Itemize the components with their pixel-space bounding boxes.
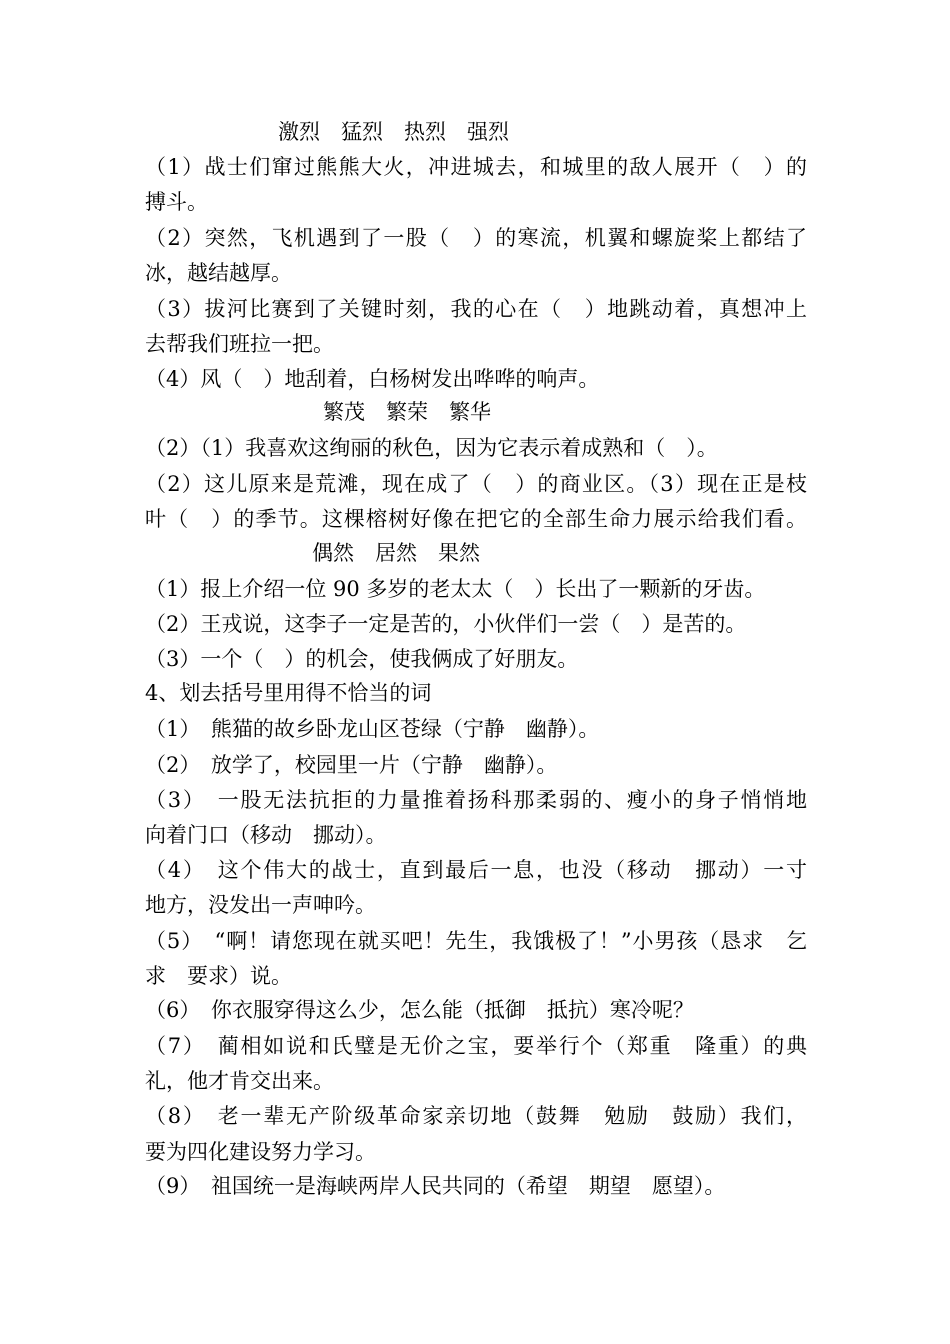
exercise-line: （2）突然，飞机遇到了一股（ ）的寒流，机翼和螺旋桨上都结了 [145,226,807,250]
exercise-line: （2）（1）我喜欢这绚丽的秋色，因为它表示着成熟和（ ）。 [145,436,718,460]
exercise-line: 去帮我们班拉一把。 [145,332,334,356]
exercise-line: （1）战士们窜过熊熊大火，冲进城去，和城里的敌人展开（ ）的 [145,155,807,179]
exercise-line: （2）王戎说，这李子一定是苦的，小伙伴们一尝（ ）是苦的。 [145,612,747,636]
exercise-line: （3）拔河比赛到了关键时刻，我的心在（ ）地跳动着，真想冲上 [145,297,807,321]
section-title: 4、划去括号里用得不恰当的词 [145,681,432,705]
word-choice-header-2: 繁茂 繁荣 繁华 [323,400,491,424]
exercise-line: 向着门口（移动 挪动）。 [145,823,387,847]
exercise-line: （6） 你衣服穿得这么少，怎么能（抵御 抵抗）寒冷呢？ [145,998,694,1022]
exercise-line: 礼，他才肯交出来。 [145,1069,334,1093]
exercise-line: （7） 蔺相如说和氏璧是无价之宝，要举行个（郑重 隆重）的典 [145,1034,807,1058]
exercise-line: 冰，越结越厚。 [145,261,292,285]
exercise-line: 求 要求）说。 [145,964,292,988]
exercise-line: （2）这儿原来是荒滩，现在成了（ ）的商业区。（3）现在正是枝 [145,472,807,496]
exercise-line: （8） 老一辈无产阶级革命家亲切地（鼓舞 勉励 鼓励）我们， [145,1104,807,1128]
word-choice-header-3: 偶然 居然 果然 [312,541,480,565]
exercise-line: （1）报上介绍一位 90 多岁的老太太（ ）长出了一颗新的牙齿。 [145,577,766,601]
exercise-line: （4） 这个伟大的战士，直到最后一息，也没（移动 挪动）一寸 [145,858,807,882]
exercise-line: （9） 祖国统一是海峡两岸人民共同的（希望 期望 愿望）。 [145,1174,726,1198]
exercise-line: （3） 一股无法抗拒的力量推着扬科那柔弱的、瘦小的身子悄悄地 [145,788,807,812]
exercise-line: 搏斗。 [145,190,208,214]
exercise-line: （5） “啊！请您现在就买吧！先生，我饿极了！”小男孩（恳求 乞 [145,929,807,953]
exercise-line: （4）风（ ）地刮着，白杨树发出哗哗的响声。 [145,367,600,391]
exercise-line: （1） 熊猫的故乡卧龙山区苍绿（宁静 幽静）。 [145,717,600,741]
word-choice-header-1: 激烈 猛烈 热烈 强烈 [278,120,509,144]
exercise-line: 地方，没发出一声呻吟。 [145,893,376,917]
exercise-line: 叶（ ）的季节。这棵榕树好像在把它的全部生命力展示给我们看。 [145,507,807,531]
exercise-line: 要为四化建设努力学习。 [145,1140,376,1164]
exercise-line: （3）一个（ ）的机会，使我俩成了好朋友。 [145,647,579,671]
exercise-line: （2） 放学了，校园里一片（宁静 幽静）。 [145,753,558,777]
